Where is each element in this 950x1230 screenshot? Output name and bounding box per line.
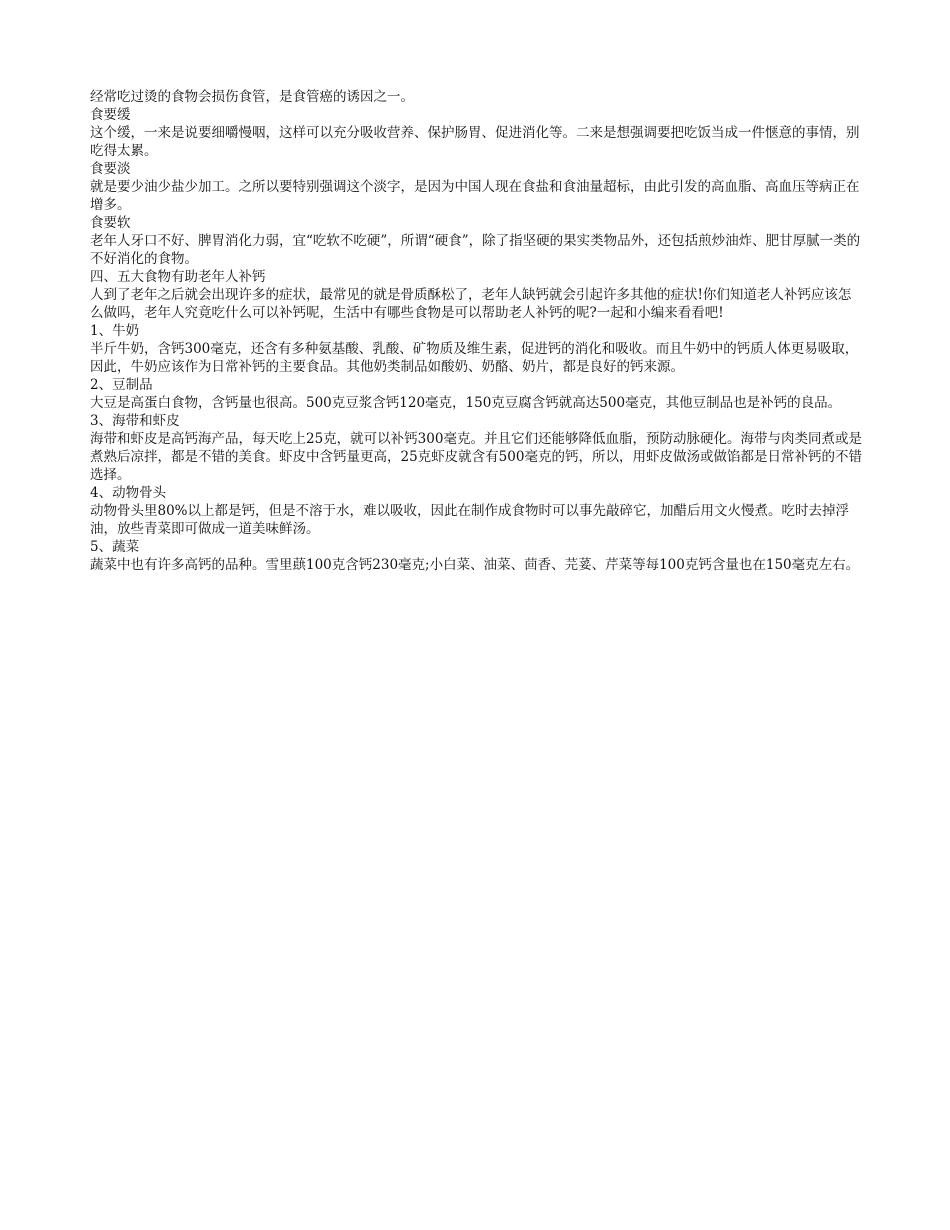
- heading-vegetables: 5、蔬菜: [90, 539, 140, 555]
- paragraph-eat-slowly: 这个缓，一来是说要细嚼慢咽，这样可以充分吸收营养、保护肠胃、促进消化等。二来是想强调要把吃饭当成一件惬意的事情，别吃得太累。: [90, 125, 860, 159]
- paragraph-milk: 半斤牛奶，含钙300毫克，还含有多种氨基酸、乳酸、矿物质及维生素，促进钙的消化和吸收。而且牛奶中的钙质人体更易吸取，因此，牛奶应该作为日常补钙的主要食品。其他奶类制品如酸奶、奶酪、奶片，都是良好的钙来源。: [90, 341, 859, 375]
- paragraph-eat-soft: 老年人牙口不好、脾胃消化力弱，宜“吃软不吃硬”，所谓“硬食”，除了指坚硬的果实类物品外，还包括煎炒油炸、肥甘厚腻一类的不好消化的食物。: [90, 233, 861, 267]
- heading-kelp-shrimp: 3、海带和虾皮: [90, 413, 180, 429]
- heading-milk: 1、牛奶: [90, 323, 140, 339]
- heading-eat-slowly: 食要缓: [90, 107, 131, 123]
- heading-calcium-foods: 四、五大食物有助老年人补钙: [90, 269, 266, 285]
- document-body: [90, 88, 862, 574]
- paragraph-hot-food: 经常吃过烫的食物会损伤食管，是食管癌的诱因之一。: [90, 89, 414, 105]
- heading-soy-products: 2、豆制品: [90, 377, 153, 393]
- paragraph-eat-light: 就是要少油少盐少加工。之所以要特别强调这个淡字，是因为中国人现在食盐和食油量超标，由此引发的高血脂、高血压等病正在增多。: [90, 179, 860, 213]
- heading-eat-soft: 食要软: [90, 215, 131, 231]
- heading-animal-bones: 4、动物骨头: [90, 485, 167, 501]
- paragraph-animal-bones: 动物骨头里80%以上都是钙，但是不溶于水，难以吸收，因此在制作成食物时可以事先敲碎它，加醋后用文火慢煮。吃时去掉浮油，放些青菜即可做成一道美味鲜汤。: [90, 503, 850, 537]
- paragraph-soy-products: 大豆是高蛋白食物，含钙量也很高。500克豆浆含钙120毫克，150克豆腐含钙就高达500毫克，其他豆制品也是补钙的良品。: [90, 395, 842, 411]
- heading-eat-light: 食要淡: [90, 161, 131, 177]
- paragraph-kelp-shrimp: 海带和虾皮是高钙海产品，每天吃上25克，就可以补钙300毫克。并且它们还能够降低血脂，预防动脉硬化。海带与肉类同煮或是煮熟后凉拌，都是不错的美食。虾皮中含钙量更高，25克虾皮就含有500毫克的钙，所以，用虾皮做汤或做馅都是日常补钙的不错选择。: [90, 431, 862, 483]
- paragraph-vegetables: 蔬菜中也有许多高钙的品种。雪里蕻100克含钙230毫克;小白菜、油菜、茴香、芫荽、芹菜等每100克钙含量也在150毫克左右。: [90, 557, 860, 573]
- paragraph-calcium-intro: 人到了老年之后就会出现许多的症状，最常见的就是骨质酥松了，老年人缺钙就会引起许多其他的症状!你们知道老人补钙应该怎么做吗，老年人究竟吃什么可以补钙呢，生活中有哪些食物是可以帮助老人补钙的呢?一起和小编来看看吧!: [90, 287, 852, 321]
